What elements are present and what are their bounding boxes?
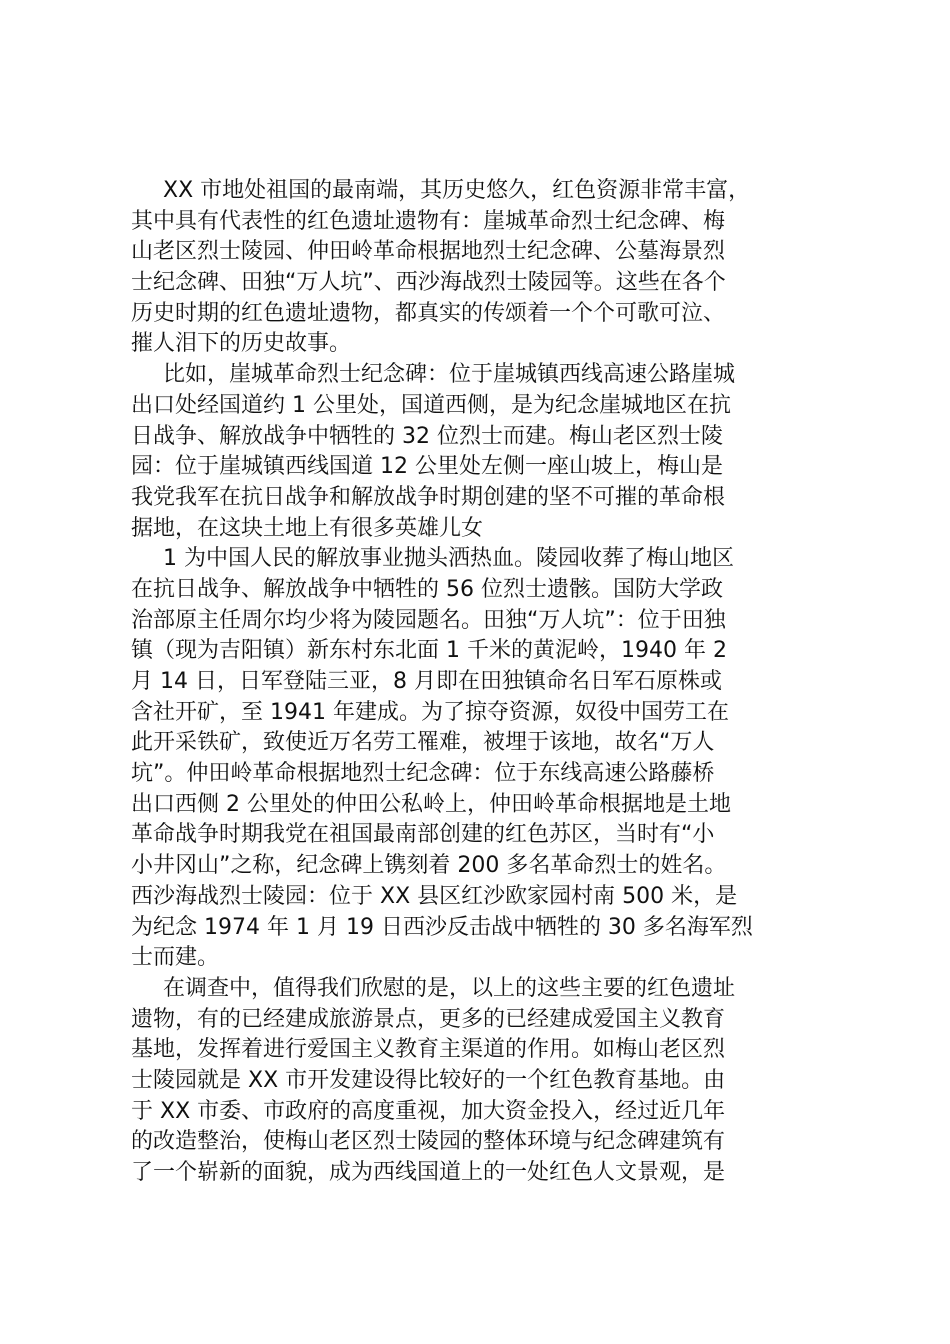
paragraph-line: 基地，发挥着进行爱国主义教育主渠道的作用。如梅山老区烈 bbox=[131, 1037, 726, 1063]
paragraph-line: 出口西侧 2 公里处的仲田公私岭上，仲田岭革命根据地是土地 bbox=[131, 791, 731, 817]
paragraph-line: 革命战争时期我党在祖国最南部创建的红色苏区，当时有“小 bbox=[131, 822, 715, 848]
paragraph-line: 为纪念 1974 年 1 月 19 日西沙反击战中牺牲的 30 多名海军烈 bbox=[131, 914, 753, 940]
paragraph-line: XX 市地处祖国的最南端，其历史悠久，红色资源非常丰富， bbox=[163, 178, 751, 203]
paragraph-line: 在调查中，值得我们欣慰的是，以上的这些主要的红色遗址 bbox=[163, 975, 736, 1001]
paragraph-line: 出口处经国道约 1 公里处，国道西侧，是为纪念崖城地区在抗 bbox=[131, 392, 731, 418]
paragraph-line: 于 XX 市委、市政府的高度重视，加大资金投入，经过近几年 bbox=[131, 1098, 726, 1124]
paragraph-line: 镇（现为吉阳镇）新东村东北面 1 千米的黄泥岭，1940 年 2 bbox=[131, 638, 727, 664]
paragraph-line: 日战争、解放战争中牺牲的 32 位烈士而建。梅山老区烈士陵 bbox=[131, 423, 723, 449]
paragraph-line: 据地，在这块土地上有很多英雄儿女 bbox=[131, 515, 484, 541]
paragraph-line: 小井冈山”之称，纪念碑上镌刻着 200 多名革命烈士的姓名。 bbox=[131, 853, 727, 879]
paragraph-line: 在抗日战争、解放战争中牺牲的 56 位烈士遗骸。国防大学政 bbox=[131, 576, 723, 602]
paragraph-line: 的改造整治，使梅山老区烈士陵园的整体环境与纪念碑建筑有 bbox=[131, 1129, 726, 1155]
paragraph-line: 坑”。仲田岭革命根据地烈士纪念碑：位于东线高速公路藤桥 bbox=[131, 761, 715, 787]
paragraph-line: 月 14 日，日军登陆三亚，8 月即在田独镇命名日军石原株或 bbox=[131, 669, 722, 694]
paragraph-line: 士而建。 bbox=[131, 945, 220, 971]
paragraph-line: 我党我军在抗日战争和解放战争时期创建的坚不可摧的革命根 bbox=[131, 484, 726, 510]
paragraph-line: 山老区烈士陵园、仲田岭革命根据地烈士纪念碑、公墓海景烈 bbox=[131, 239, 726, 265]
paragraph-line: 1 为中国人民的解放事业抛头洒热血。陵园收葬了梅山地区 bbox=[163, 546, 734, 572]
paragraph-line: 遗物，有的已经建成旅游景点，更多的已经建成爱国主义教育 bbox=[131, 1006, 726, 1032]
paragraph-line: 治部原主任周尔均少将为陵园题名。田独“万人坑”：位于田独 bbox=[131, 607, 726, 633]
paragraph-line: 其中具有代表性的红色遗址遗物有：崖城革命烈士纪念碑、梅 bbox=[131, 208, 726, 234]
paragraph-line: 含社开矿，至 1941 年建成。为了掠夺资源，奴役中国劳工在 bbox=[131, 699, 729, 725]
paragraph-line: 摧人泪下的历史故事。 bbox=[131, 331, 352, 357]
paragraph-line: 了一个崭新的面貌，成为西线国道上的一处红色人文景观，是 bbox=[131, 1160, 726, 1185]
paragraph-line: 士纪念碑、田独“万人坑”、西沙海战烈士陵园等。这些在各个 bbox=[131, 270, 726, 296]
document-body bbox=[131, 176, 831, 1189]
paragraph-line: 西沙海战烈士陵园：位于 XX 县区红沙欧家园村南 500 米，是 bbox=[131, 883, 738, 909]
paragraph-line: 比如，崖城革命烈士纪念碑：位于崖城镇西线高速公路崖城 bbox=[163, 362, 736, 388]
paragraph-line: 士陵园就是 XX 市开发建设得比较好的一个红色教育基地。由 bbox=[131, 1067, 726, 1093]
paragraph-line: 此开采铁矿，致使近万名劳工罹难，被埋于该地，故名“万人 bbox=[131, 730, 715, 756]
paragraph-line: 园：位于崖城镇西线国道 12 公里处左侧一座山坡上，梅山是 bbox=[131, 454, 723, 480]
paragraph-line: 历史时期的红色遗址遗物，都真实的传颂着一个个可歌可泣、 bbox=[131, 300, 726, 326]
